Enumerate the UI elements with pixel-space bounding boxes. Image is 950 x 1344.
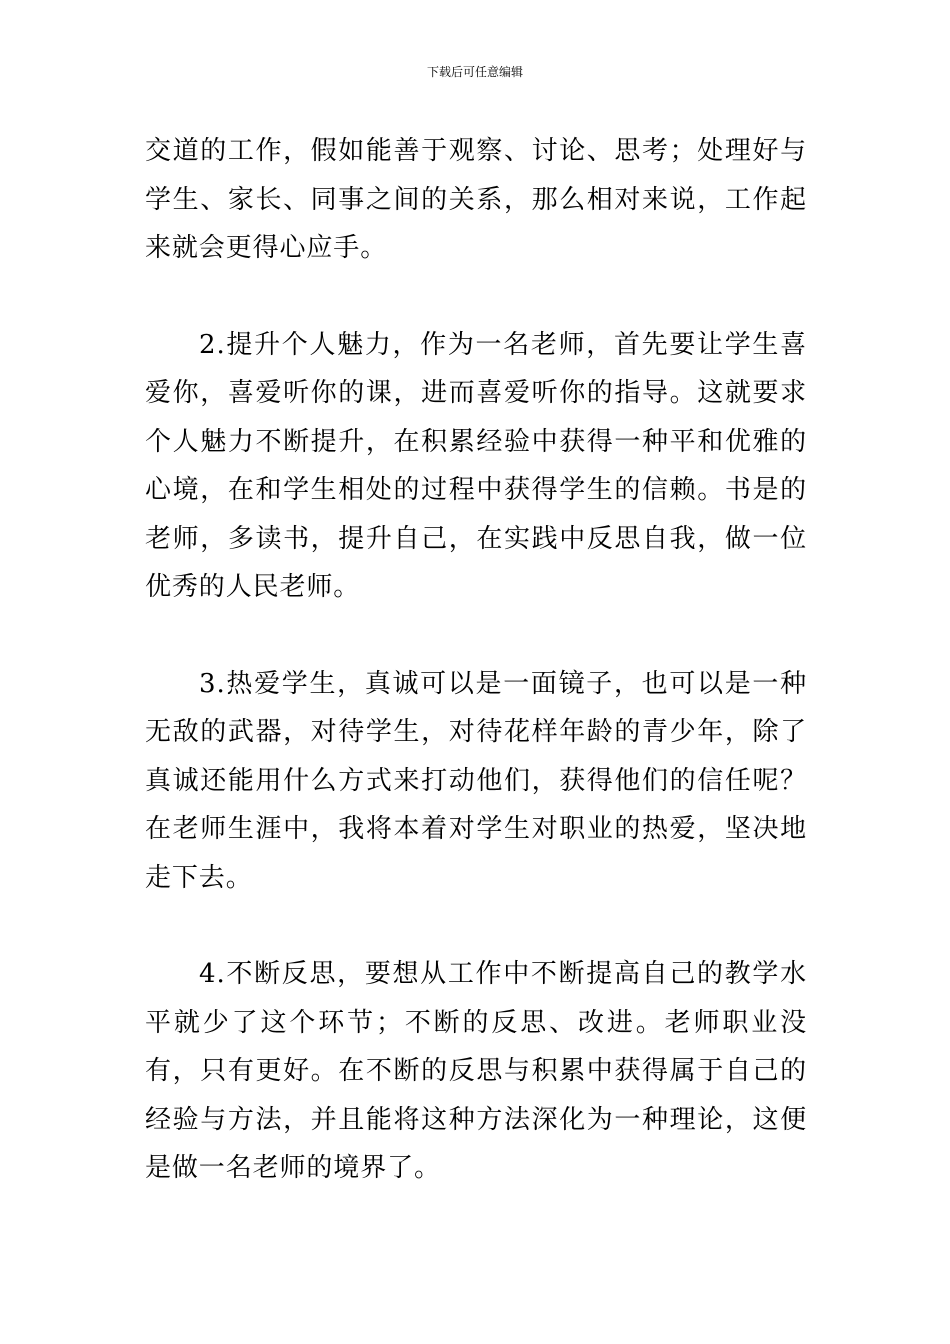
page-header: 下载后可任意编辑 [426, 65, 523, 79]
paragraph-point-4: 4.不断反思，要想从工作中不断提高自己的教学水平就少了这个环节；不断的反思、改进。老师职业没有，只有更好。在不断的反思与积累中获得属于自己的经验与方法，并且能将这种方法深化为一种理论，这便是做一名老师的境界了。 [145, 959, 807, 1183]
paragraph-continuation: 交道的工作，假如能善于观察、讨论、思考；处理好与学生、家长、同事之间的关系，那么相对来说，工作起来就会更得心应手。 [145, 136, 807, 263]
document-body [145, 127, 807, 1193]
paragraph-point-2: 2.提升个人魅力，作为一名老师，首先要让学生喜爱你，喜爱听你的课，进而喜爱听你的指导。这就要求个人魅力不断提升，在积累经验中获得一种平和优雅的心境，在和学生相处的过程中获得学生的信赖。书是的老师，多读书，提升自己，在实践中反思自我，做一位优秀的人民老师。 [145, 329, 807, 602]
paragraph-point-3: 3.热爱学生，真诚可以是一面镜子，也可以是一种无敌的武器，对待学生，对待花样年龄的青少年，除了真诚还能用什么方式来打动他们，获得他们的信任呢？在老师生涯中，我将本着对学生对职业的热爱，坚决地走下去。 [145, 668, 807, 893]
